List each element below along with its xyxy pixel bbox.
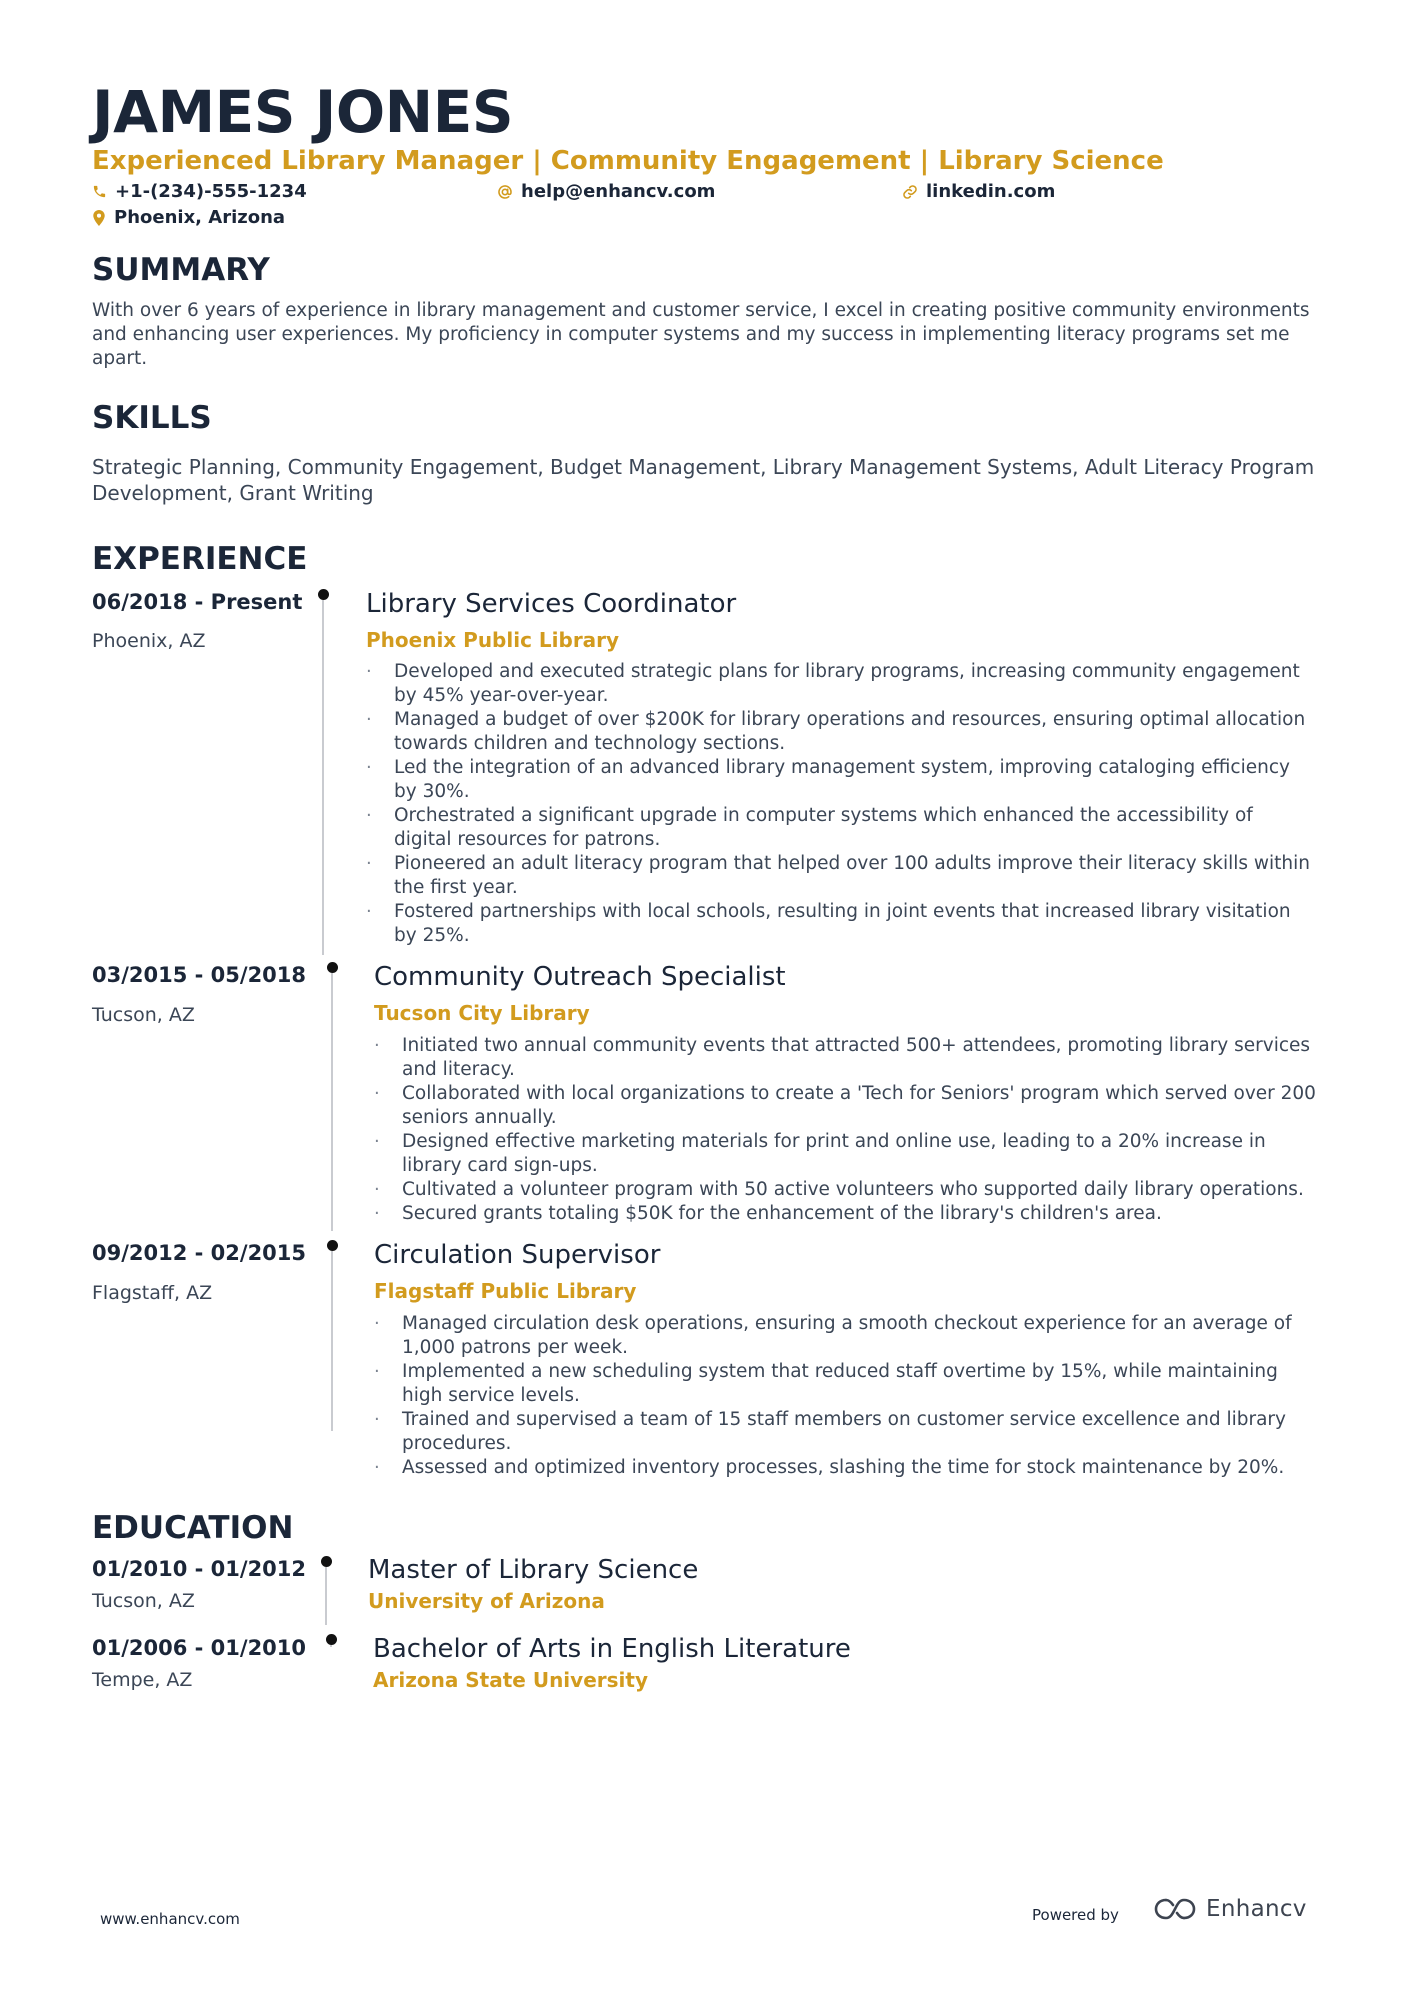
candidate-headline: Experienced Library Manager | Community Engagement | Library Science: [92, 146, 1164, 176]
bullet-item: · Trained and supervised a team of 15 staff members on customer service excellence and library procedures.: [374, 1408, 1324, 1456]
bullet-item: · Collaborated with local organizations to create a 'Tech for Seniors' program which served over 200 seniors annually.: [374, 1082, 1324, 1130]
location-text: Phoenix, Arizona: [114, 207, 286, 228]
summary-title: SUMMARY: [92, 252, 270, 288]
footer-url[interactable]: www.enhancv.com: [100, 1910, 240, 1928]
education-title: EDUCATION: [92, 1510, 294, 1546]
education-school: University of Arizona: [368, 1589, 605, 1613]
experience-role: Circulation Supervisor: [374, 1240, 661, 1270]
timeline-dot: [326, 1634, 337, 1645]
experience-location: Flagstaff, AZ: [92, 1282, 213, 1304]
candidate-name: JAMES JONES: [92, 78, 514, 146]
bullet-item: · Initiated two annual community events that attracted 500+ attendees, promoting library services and literacy.: [374, 1034, 1324, 1082]
bullet-item: · Assessed and optimized inventory processes, slashing the time for stock maintenance by 20%.: [374, 1456, 1324, 1480]
bullet-item: · Implemented a new scheduling system that reduced staff overtime by 15%, while maintaining high service levels.: [374, 1360, 1324, 1408]
timeline-line: [330, 1645, 332, 1647]
experience-company: Phoenix Public Library: [366, 628, 620, 652]
timeline-dot: [318, 589, 329, 600]
bullet-item: · Orchestrated a significant upgrade in computer systems which enhanced the accessibility of digital resources for patrons.: [366, 804, 1316, 852]
education-date: 01/2006 - 01/2010: [92, 1636, 307, 1660]
experience-bullets: [374, 1312, 1324, 1480]
phone-icon: [92, 184, 107, 199]
education-location: Tempe, AZ: [92, 1669, 193, 1691]
education-degree: Master of Library Science: [368, 1555, 699, 1585]
bullet-item: · Pioneered an adult literacy program that helped over 100 adults improve their literacy skills within the first year.: [366, 852, 1316, 900]
contact-phone[interactable]: [92, 181, 307, 202]
experience-location: Phoenix, AZ: [92, 630, 206, 652]
contact-linkedin[interactable]: [902, 181, 1055, 202]
timeline-line: [331, 973, 333, 1231]
phone-text: +1-(234)-555-1234: [115, 181, 307, 202]
link-icon: [902, 184, 918, 200]
experience-role: Community Outreach Specialist: [374, 962, 786, 992]
bullet-item: · Led the integration of an advanced library management system, improving cataloging efficiency by 30%.: [366, 756, 1316, 804]
bullet-item: · Managed circulation desk operations, ensuring a smooth checkout experience for an average of 1,000 patrons per week.: [374, 1312, 1324, 1360]
experience-title: EXPERIENCE: [92, 541, 308, 577]
experience-role: Library Services Coordinator: [366, 589, 737, 619]
contact-location: [92, 207, 285, 228]
skills-text: Strategic Planning, Community Engagement, Budget Management, Library Management Systems, Adult Literacy Program Development, Grant Writing: [92, 455, 1315, 505]
education-date: 01/2010 - 01/2012: [92, 1557, 307, 1581]
email-text: help@enhancv.com: [521, 181, 716, 202]
bullet-item: · Designed effective marketing materials for print and online use, leading to a 20% increase in library card sign-ups.: [374, 1130, 1324, 1178]
experience-company: Tucson City Library: [374, 1001, 590, 1025]
location-pin-icon: [92, 210, 106, 226]
experience-location: Tucson, AZ: [92, 1004, 195, 1026]
timeline-line: [322, 600, 324, 955]
experience-date: 06/2018 - Present: [92, 590, 303, 614]
bullet-item: · Fostered partnerships with local schools, resulting in joint events that increased library visitation by 25%.: [366, 900, 1316, 948]
education-school: Arizona State University: [373, 1668, 648, 1692]
contact-email[interactable]: [497, 181, 715, 202]
experience-bullets: [374, 1034, 1324, 1226]
at-icon: [497, 184, 513, 200]
timeline-line: [325, 1567, 327, 1625]
timeline-dot: [327, 1240, 338, 1251]
bullet-item: · Cultivated a volunteer program with 50 active volunteers who supported daily library operations.: [374, 1178, 1324, 1202]
skills-title: SKILLS: [92, 400, 212, 436]
education-location: Tucson, AZ: [92, 1590, 195, 1612]
brand-name: Enhancv: [1206, 1896, 1307, 1922]
timeline-line: [331, 1251, 333, 1431]
powered-by-label: Powered by: [1032, 1906, 1119, 1924]
experience-date: 03/2015 - 05/2018: [92, 963, 307, 987]
enhancv-logo[interactable]: [1152, 1896, 1307, 1922]
linkedin-text: linkedin.com: [926, 181, 1056, 202]
experience-bullets: [366, 660, 1316, 948]
experience-company: Flagstaff Public Library: [374, 1279, 637, 1303]
education-degree: Bachelor of Arts in English Literature: [373, 1634, 851, 1664]
experience-date: 09/2012 - 02/2015: [92, 1241, 307, 1265]
timeline-dot: [321, 1556, 332, 1567]
summary-text: With over 6 years of experience in library management and customer service, I excel in creating positive community environments and enhancing user experiences. My proficiency in computer systems and my success in implementing literacy programs set me apart.: [92, 300, 1310, 369]
bullet-item: · Secured grants totaling $50K for the enhancement of the library's children's area.: [374, 1202, 1324, 1226]
enhancv-logo-icon: [1152, 1896, 1198, 1922]
bullet-item: · Developed and executed strategic plans for library programs, increasing community engagement by 45% year-over-year.: [366, 660, 1316, 708]
timeline-dot: [327, 962, 338, 973]
bullet-item: · Managed a budget of over $200K for library operations and resources, ensuring optimal allocation towards children and technology sections.: [366, 708, 1316, 756]
